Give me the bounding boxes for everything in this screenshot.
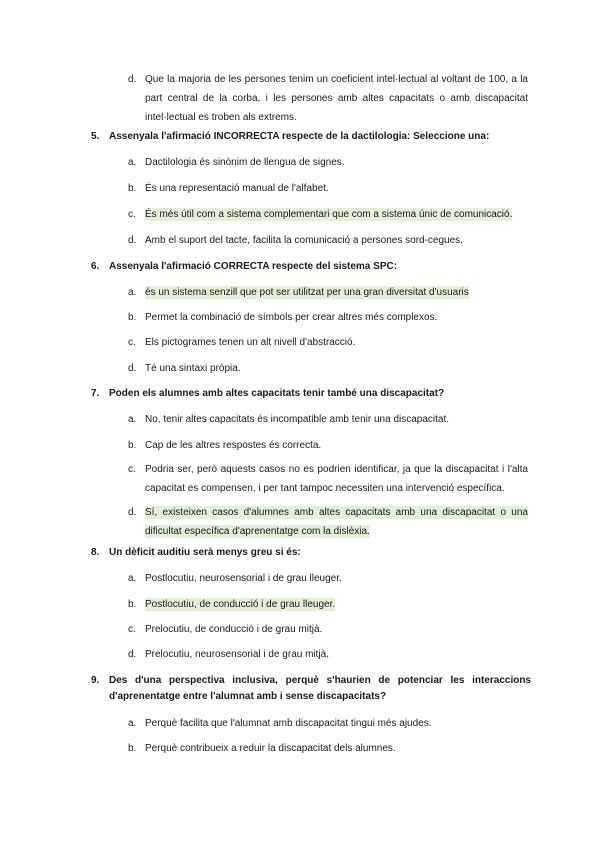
option-text: Perquè facilita que l'alumnat amb discapacitat tingui més ajudes. [145,718,432,729]
option-text: Els pictogrames tenen un alt nivell d'abstracció. [145,337,356,348]
question [91,673,531,705]
option-text-highlighted: És més útil com a sistema complementari que com a sistema únic de comunicació. [145,209,513,220]
option-text: Té una sintaxi pròpia. [145,363,241,374]
answer-option [128,739,528,758]
question-number: 5. [91,131,100,142]
option-letter: d. [128,363,137,374]
option-letter: c. [128,464,136,475]
question-text: Un dèficit auditiu serà menys greu si és: [109,547,301,558]
option-text: Permet la combinació de símbols per crear altres més complexos. [145,312,438,323]
option-letter: d. [128,649,137,660]
answer-option [128,714,528,733]
answer-option [128,153,528,172]
answer-option [128,645,528,664]
option-text: És una representació manual de l'alfabet. [145,183,329,194]
option-letter: c. [128,624,136,635]
option-letter: b. [128,312,137,323]
option-text: Que la majoria de les persones tenim un coeficient intel·lectual al voltant de 100, a la part central de la corba, i les persones amb altes capacitats o amb discapacitat intel·lectual es troben als extrems. [145,74,528,123]
question [91,129,531,145]
answer-option [128,333,528,352]
question-text: Assenyala l'afirmació CORRECTA respecte del sistema SPC: [109,261,398,272]
option-letter: b. [128,440,137,451]
question [91,545,531,561]
option-letter: b. [128,183,137,194]
option-text: Cap de les altres respostes és correcta. [145,440,322,451]
question-text: Assenyala l'afirmació INCORRECTA respecte de la dactilologia: Seleccione una: [109,131,490,142]
option-text-highlighted: és un sistema senzill que pot ser utilitzat per una gran diversitat d'usuaris [145,287,469,298]
option-letter: d. [128,235,137,246]
answer-option [128,359,528,378]
answer-option-correct [128,283,528,302]
option-text: No, tenir altes capacitats és incompatible amb tenir una discapacitat. [145,414,450,425]
question-text: Des d'una perspectiva inclusiva, perquè s'haurien de potenciar les interaccions d'aprenentatge entre l'alumnat amb i sense discapacitats? [109,675,531,702]
question [91,386,531,402]
answer-option [128,70,528,127]
question-number: 7. [91,388,100,399]
option-text: Postlocutiu, neurosensorial i de grau lleuger. [145,573,342,584]
option-letter: b. [128,599,137,610]
option-text: Prelocutiu, neurosensorial i de grau mitjà. [145,649,329,660]
option-text: Perquè contribueix a reduir la discapacitat dels alumnes. [145,743,396,754]
option-text: Podria ser, però aquests casos no es podrien identificar, ja que la discapacitat i l'alta capacitat es compensen, i per tant tampoc necessiten una intervenció específica. [145,464,528,494]
answer-option [128,308,528,327]
option-text: Dactilologia és sinònim de llengua de signes. [145,157,345,168]
option-letter: a. [128,573,137,584]
option-letter: c. [128,337,136,348]
option-letter: a. [128,414,137,425]
option-letter: d. [128,507,137,518]
option-text: Amb el suport del tacte, facilita la comunicació a persones sord-cegues. [145,235,463,246]
question [91,259,531,275]
option-text-highlighted: Sí, existeixen casos d'alumnes amb altes capacitats amb una discapacitat o una dificultat específica d'aprenentatge com la dislèxia. [145,507,528,537]
answer-option [128,179,528,198]
answer-option [128,410,528,429]
question-number: 6. [91,261,100,272]
answer-option [128,436,528,455]
option-text-highlighted: Postlocutiu, de conducció i de grau lleuger. [145,599,336,610]
answer-option [128,460,528,498]
question-text: Poden els alumnes amb altes capacitats tenir també una discapacitat? [109,388,445,399]
answer-option-correct [128,205,528,224]
answer-option-correct [128,503,528,541]
answer-option [128,569,528,588]
question-number: 8. [91,547,100,558]
option-letter: a. [128,718,137,729]
answer-option [128,620,528,639]
question-number: 9. [91,675,100,686]
option-letter: c. [128,209,136,220]
answer-option [128,231,528,250]
option-letter: a. [128,157,137,168]
option-letter: d. [128,74,137,85]
option-letter: b. [128,743,137,754]
answer-option-correct [128,595,528,614]
option-letter: a. [128,287,137,298]
option-text: Prelocutiu, de conducció i de grau mitjà. [145,624,323,635]
